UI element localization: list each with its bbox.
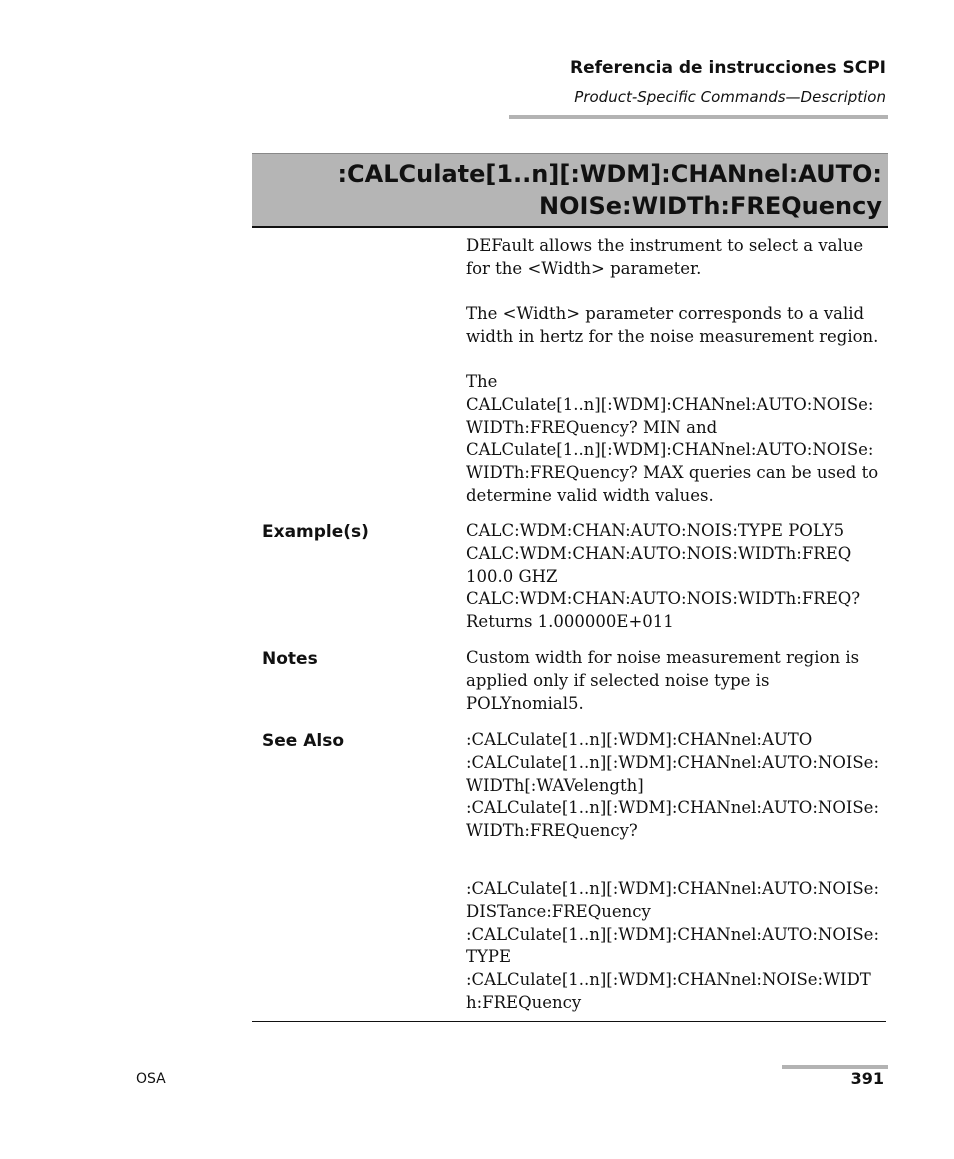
notes-content: Custom width for noise measurement region is applied only if selected noise type is POLYnomial5. <box>466 648 860 713</box>
page-number: 391 <box>850 1069 884 1088</box>
command-title-line-2: NOISe:WIDTh:FREQuency <box>539 192 882 220</box>
examples-label: Example(s) <box>262 522 369 542</box>
see-also-group-1: :CALCulate[1..n][:WDM]:CHANnel:AUTO :CALCulate[1..n][:WDM]:CHANnel:AUTO:NOISe: WIDTh[:WAVelength] :CALCulate[1..n][:WDM]:CHANnel:AUTO:NOISe: WIDTh:FREQuency? <box>466 730 879 841</box>
running-header-title: Referencia de instrucciones SCPI <box>570 58 886 78</box>
notes-label: Notes <box>262 649 318 669</box>
footer-product-name: OSA <box>136 1071 166 1087</box>
parameter-paragraph-default: DEFault allows the instrument to select a value for the <Width> parameter. <box>466 236 864 278</box>
header-divider <box>509 115 888 119</box>
examples-content: CALC:WDM:CHAN:AUTO:NOIS:TYPE POLY5 CALC:WDM:CHAN:AUTO:NOIS:WIDTh:FREQ 100.0 GHZ CALC:WDM:CHAN:AUTO:NOIS:WIDTh:FREQ? Returns 1.000000E+011 <box>466 521 861 632</box>
command-title-box <box>252 153 888 228</box>
command-title-line-1: :CALCulate[1..n][:WDM]:CHANnel:AUTO: <box>337 160 882 188</box>
running-header-subtitle: Product-Specific Commands—Description <box>574 88 886 106</box>
see-also-label: See Also <box>262 731 345 751</box>
parameter-paragraph-queries: The CALCulate[1..n][:WDM]:CHANnel:AUTO:NOISe: WIDTh:FREQuency? MIN and CALCulate[1..n][:WDM]:CHANnel:AUTO:NOISe: WIDTh:FREQuency? MAX queries can be used to determine valid width values. <box>466 372 879 505</box>
see-also-group-2: :CALCulate[1..n][:WDM]:CHANnel:AUTO:NOISe: DISTance:FREQuency :CALCulate[1..n][:WDM]:CHANnel:AUTO:NOISe: TYPE :CALCulate[1..n][:WDM]:CHANnel:NOISe:WIDT h:FREQuency <box>466 879 879 1012</box>
section-end-divider <box>252 1021 886 1022</box>
parameter-paragraph-width: The <Width> parameter corresponds to a valid width in hertz for the noise measurement region. <box>466 304 879 346</box>
